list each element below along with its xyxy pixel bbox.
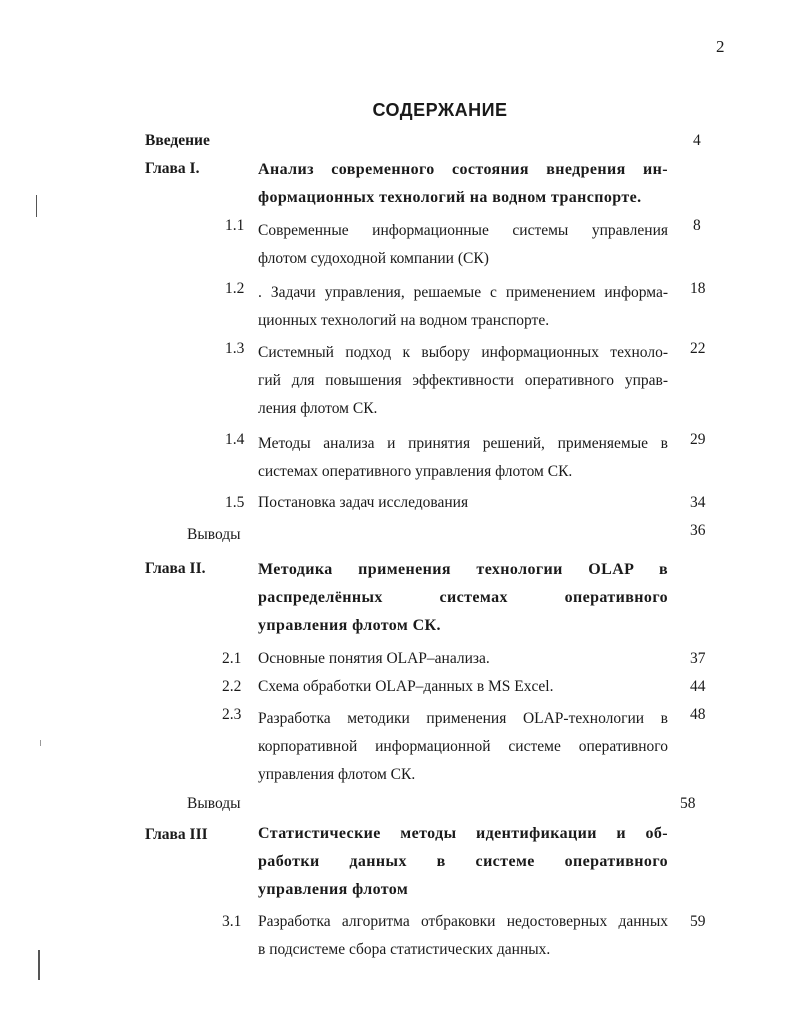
section-page: 48 <box>690 706 706 723</box>
section-number: 1.3 <box>225 340 245 357</box>
section-number: 2.3 <box>222 706 242 723</box>
conclusions-label: Выводы <box>187 526 241 543</box>
section-text <box>258 705 668 789</box>
conclusions-page: 58 <box>680 795 696 812</box>
section-text-line: флотом судоходной компании (СК) <box>258 250 489 267</box>
chapter2-title-line: Методика применения технологии OLAP в <box>258 561 668 578</box>
chapter3-title-line: Статистические методы идентификации и об- <box>258 825 668 842</box>
section-text-line: Схема обработки OLAP–данных в MS Excel. <box>258 678 554 695</box>
scan-artifact <box>38 950 40 980</box>
section-text <box>258 489 668 517</box>
section-number: 2.2 <box>222 678 242 695</box>
scan-artifact <box>40 740 41 746</box>
section-text-line: гий для повышения эффективности оперативного управ- <box>258 372 668 389</box>
chapter1-title <box>258 156 668 212</box>
section-text-line: . Задачи управления, решаемые с применением информа- <box>258 284 668 301</box>
chapter1-title-line: Анализ современного состояния внедрения ин- <box>258 161 668 178</box>
section-page: 8 <box>693 217 701 234</box>
toc-title: СОДЕРЖАНИЕ <box>372 100 508 120</box>
chapter3-label: Глава III <box>145 826 208 843</box>
section-page: 29 <box>690 431 706 448</box>
section-text-line: Разработка методики применения OLAP-технологии в <box>258 710 668 727</box>
chapter3-title-line: работки данных в системе оперативного <box>258 853 668 870</box>
conclusions-label: Выводы <box>187 795 241 812</box>
section-page: 18 <box>690 280 706 297</box>
section-page: 22 <box>690 340 706 357</box>
section-text <box>258 908 668 964</box>
section-text <box>258 645 668 673</box>
intro-label: Введение <box>145 132 210 149</box>
section-text-line: корпоративной информационной системе оперативного <box>258 738 668 755</box>
section-number: 3.1 <box>222 913 242 930</box>
chapter1-label: Глава I. <box>145 160 200 177</box>
section-text-line: системах оперативного управления флотом СК. <box>258 463 573 480</box>
section-text <box>258 339 668 423</box>
section-text-line: Разработка алгоритма отбраковки недостоверных данных <box>258 913 668 930</box>
section-text <box>258 217 668 273</box>
section-text <box>258 279 668 335</box>
section-text <box>258 430 668 486</box>
chapter2-title-line: управления флотом СК. <box>258 617 441 634</box>
section-page: 44 <box>690 678 706 695</box>
section-page: 59 <box>690 913 706 930</box>
intro-page: 4 <box>693 132 701 149</box>
chapter2-label: Глава II. <box>145 560 206 577</box>
section-text-line: Постановка задач исследования <box>258 494 469 511</box>
chapter1-title-line: формационных технологий на водном транспорте. <box>258 189 642 206</box>
section-number: 1.2 <box>225 280 245 297</box>
section-number: 1.1 <box>225 217 245 234</box>
section-page: 37 <box>690 650 706 667</box>
chapter3-title <box>258 820 668 904</box>
section-number: 1.5 <box>225 494 245 511</box>
chapter3-title-line: управления флотом <box>258 881 409 898</box>
section-text <box>258 673 668 701</box>
conclusions-page: 36 <box>690 522 706 539</box>
section-text-line: в подсистеме сбора статистических данных. <box>258 941 551 958</box>
section-text-line: Системный подход к выбору информационных техноло- <box>258 344 668 361</box>
section-number: 2.1 <box>222 650 242 667</box>
scan-artifact <box>36 195 37 217</box>
chapter2-title <box>258 556 668 640</box>
section-number: 1.4 <box>225 431 245 448</box>
section-text-line: Методы анализа и принятия решений, применяемые в <box>258 435 668 452</box>
section-text-line: ления флотом СК. <box>258 400 378 417</box>
chapter2-title-line: распределённых системах оперативного <box>258 589 668 606</box>
section-page: 34 <box>690 494 706 511</box>
section-text-line: Основные понятия OLAP–анализа. <box>258 650 490 667</box>
section-text-line: управления флотом СК. <box>258 766 416 783</box>
section-text-line: ционных технологий на водном транспорте. <box>258 312 550 329</box>
page-number: 2 <box>716 37 725 56</box>
section-text-line: Современные информационные системы управления <box>258 222 668 239</box>
